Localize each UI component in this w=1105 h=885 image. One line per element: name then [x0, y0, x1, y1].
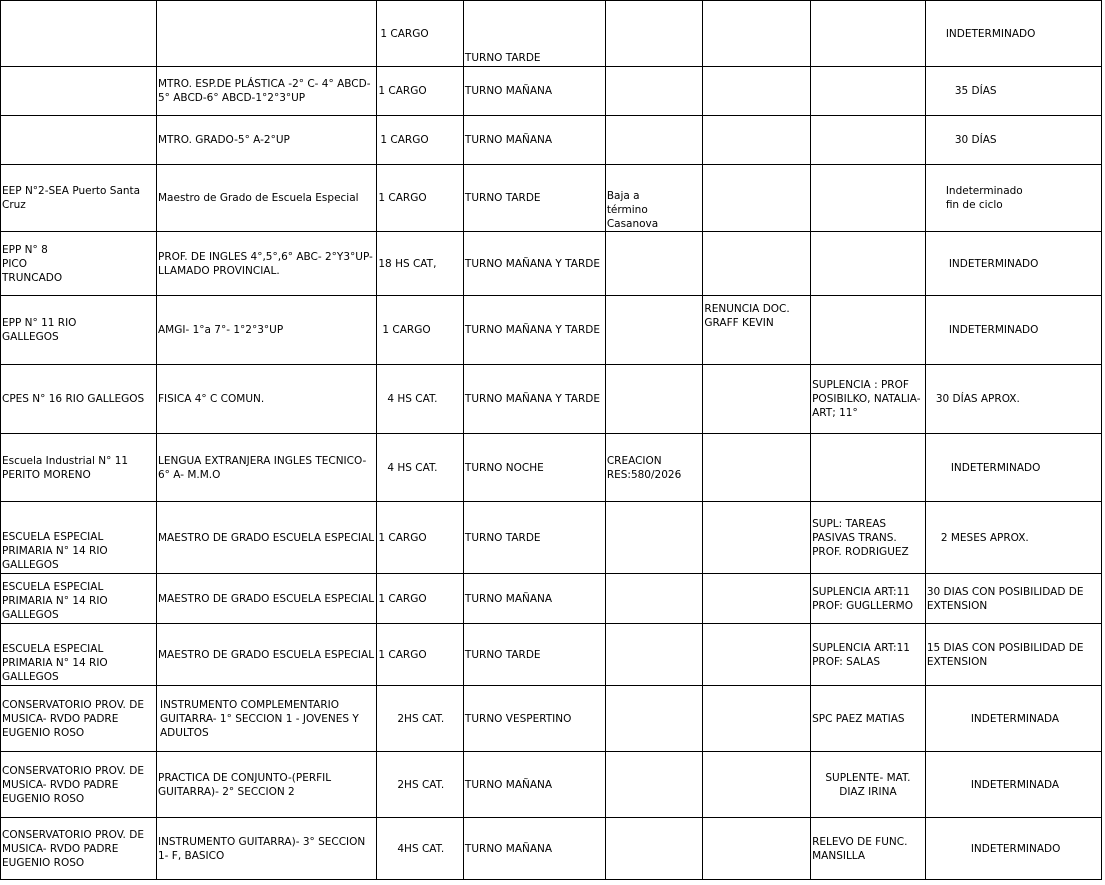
substitution-cell — [811, 67, 926, 116]
turn-cell: TURNO MAÑANA Y TARDE — [463, 296, 605, 365]
position-cell: MTRO. GRADO-5° A-2°UP — [156, 116, 376, 165]
duration-cell: INDETERMINADO — [925, 1, 1101, 67]
duration-cell: 30 DIAS CON POSIBILIDAD DE EXTENSION — [925, 574, 1101, 624]
resignation-cell — [703, 818, 811, 880]
duration-cell: INDETERMINADO — [925, 818, 1101, 880]
table-row — [1, 165, 1102, 232]
turn-cell: TURNO VESPERTINO — [463, 686, 605, 752]
resignation-cell — [703, 67, 811, 116]
position-cell: FISICA 4° C COMUN. — [156, 365, 376, 434]
turn-cell: TURNO MAÑANA Y TARDE — [463, 232, 605, 296]
charge-cell: 2HS CAT. — [377, 686, 464, 752]
charge-cell: 1 CARGO — [377, 1, 464, 67]
charge-cell: 1 CARGO — [377, 296, 464, 365]
school-cell: CPES N° 16 RIO GALLEGOS — [1, 365, 157, 434]
note-cell — [605, 232, 703, 296]
school-cell: CONSERVATORIO PROV. DE MUSICA- RVDO PADRE EUGENIO ROSO — [1, 752, 157, 818]
substitution-cell — [811, 296, 926, 365]
table-row — [1, 296, 1102, 365]
table-row — [1, 116, 1102, 165]
duration-cell: 30 DÍAS — [925, 116, 1101, 165]
school-cell: ESCUELA ESPECIAL PRIMARIA N° 14 RIO GALLEGOS — [1, 574, 157, 624]
turn-cell: TURNO MAÑANA — [463, 116, 605, 165]
turn-cell: TURNO TARDE — [463, 502, 605, 574]
table-row — [1, 818, 1102, 880]
charge-cell: 4HS CAT. — [377, 818, 464, 880]
school-cell: EPP N° 11 RIO GALLEGOS — [1, 296, 157, 365]
substitution-cell — [811, 165, 926, 232]
position-cell: PRACTICA DE CONJUNTO-(PERFIL GUITARRA)- 2° SECCION 2 — [156, 752, 376, 818]
duration-cell: INDETERMINADO — [925, 232, 1101, 296]
position-cell — [156, 1, 376, 67]
position-cell: PROF. DE INGLES 4°,5°,6° ABC- 2°Y3°UP- LLAMADO PROVINCIAL. — [156, 232, 376, 296]
resignation-cell — [703, 1, 811, 67]
position-cell: MTRO. ESP.DE PLÁSTICA -2° C- 4° ABCD-5° ABCD-6° ABCD-1°2°3°UP — [156, 67, 376, 116]
school-cell: EEP N°2-SEA Puerto Santa Cruz — [1, 165, 157, 232]
charge-cell: 1 CARGO — [377, 624, 464, 686]
substitution-cell: RELEVO DE FUNC. MANSILLA — [811, 818, 926, 880]
turn-cell: TURNO MAÑANA Y TARDE — [463, 365, 605, 434]
resignation-cell — [703, 365, 811, 434]
charge-cell: 1 CARGO — [377, 165, 464, 232]
resignation-cell — [703, 574, 811, 624]
duration-cell: Indeterminado fin de ciclo — [925, 165, 1101, 232]
resignation-cell: RENUNCIA DOC. GRAFF KEVIN — [703, 296, 811, 365]
school-cell — [1, 116, 157, 165]
turn-cell: TURNO MAÑANA — [463, 67, 605, 116]
resignation-cell — [703, 434, 811, 502]
school-cell: CONSERVATORIO PROV. DE MUSICA- RVDO PADRE EUGENIO ROSO — [1, 686, 157, 752]
note-cell — [605, 752, 703, 818]
duration-cell: 15 DIAS CON POSIBILIDAD DE EXTENSION — [925, 624, 1101, 686]
resignation-cell — [703, 624, 811, 686]
turn-cell: TURNO MAÑANA — [463, 752, 605, 818]
position-cell: AMGI- 1°a 7°- 1°2°3°UP — [156, 296, 376, 365]
note-cell — [605, 624, 703, 686]
school-cell: Escuela Industrial N° 11 PERITO MORENO — [1, 434, 157, 502]
substitution-cell: SPC PAEZ MATIAS — [811, 686, 926, 752]
charge-cell: 1 CARGO — [377, 116, 464, 165]
note-cell — [605, 1, 703, 67]
position-cell: MAESTRO DE GRADO ESCUELA ESPECIAL — [156, 502, 376, 574]
table-row — [1, 624, 1102, 686]
turn-cell: TURNO TARDE — [463, 624, 605, 686]
turn-cell: TURNO MAÑANA — [463, 574, 605, 624]
substitution-cell — [811, 1, 926, 67]
charge-cell: 18 HS CAT, — [377, 232, 464, 296]
note-cell: CREACION RES:580/2026 — [605, 434, 703, 502]
position-cell: INSTRUMENTO COMPLEMENTARIO GUITARRA- 1° SECCION 1 - JOVENES Y ADULTOS — [156, 686, 376, 752]
resignation-cell — [703, 752, 811, 818]
resignation-cell — [703, 232, 811, 296]
substitution-cell: SUPLENCIA : PROF POSIBILKO, NATALIA- ART; 11° — [811, 365, 926, 434]
charge-cell: 4 HS CAT. — [377, 365, 464, 434]
note-cell — [605, 296, 703, 365]
turn-cell: TURNO TARDE — [463, 1, 605, 67]
table-row — [1, 365, 1102, 434]
substitution-cell — [811, 434, 926, 502]
substitution-cell — [811, 232, 926, 296]
duration-cell: 30 DÍAS APROX. — [925, 365, 1101, 434]
duration-cell: 2 MESES APROX. — [925, 502, 1101, 574]
charge-cell: 1 CARGO — [377, 502, 464, 574]
resignation-cell — [703, 686, 811, 752]
school-cell: CONSERVATORIO PROV. DE MUSICA- RVDO PADRE EUGENIO ROSO — [1, 818, 157, 880]
note-cell — [605, 818, 703, 880]
turn-cell: TURNO MAÑANA — [463, 818, 605, 880]
substitution-cell: SUPLENCIA ART:11 PROF: GUGLLERMO — [811, 574, 926, 624]
table-row — [1, 232, 1102, 296]
position-cell: MAESTRO DE GRADO ESCUELA ESPECIAL — [156, 624, 376, 686]
duration-cell: INDETERMINADA — [925, 752, 1101, 818]
note-cell — [605, 116, 703, 165]
table-row — [1, 502, 1102, 574]
resignation-cell — [703, 502, 811, 574]
substitution-cell — [811, 116, 926, 165]
note-cell — [605, 502, 703, 574]
table-row — [1, 434, 1102, 502]
position-cell: INSTRUMENTO GUITARRA)- 3° SECCION 1- F, BASICO — [156, 818, 376, 880]
resignation-cell — [703, 116, 811, 165]
table-row — [1, 574, 1102, 624]
substitution-cell: SUPL: TAREAS PASIVAS TRANS. PROF. RODRIGUEZ — [811, 502, 926, 574]
charge-cell: 1 CARGO — [377, 574, 464, 624]
resignation-cell — [703, 165, 811, 232]
note-cell — [605, 67, 703, 116]
school-cell — [1, 1, 157, 67]
duration-cell: INDETERMINADO — [925, 434, 1101, 502]
charge-cell: 4 HS CAT. — [377, 434, 464, 502]
position-cell: Maestro de Grado de Escuela Especial — [156, 165, 376, 232]
charge-cell: 2HS CAT. — [377, 752, 464, 818]
charge-cell: 1 CARGO — [377, 67, 464, 116]
note-cell: Baja a término Casanova — [605, 165, 703, 232]
substitution-cell: SUPLENTE- MAT. DIAZ IRINA — [811, 752, 926, 818]
table-row — [1, 67, 1102, 116]
school-cell: ESCUELA ESPECIAL PRIMARIA N° 14 RIO GALLEGOS — [1, 624, 157, 686]
school-cell — [1, 67, 157, 116]
note-cell — [605, 574, 703, 624]
table-row — [1, 686, 1102, 752]
turn-cell: TURNO NOCHE — [463, 434, 605, 502]
substitution-cell: SUPLENCIA ART:11 PROF: SALAS — [811, 624, 926, 686]
position-cell: MAESTRO DE GRADO ESCUELA ESPECIAL — [156, 574, 376, 624]
turn-cell: TURNO TARDE — [463, 165, 605, 232]
note-cell — [605, 686, 703, 752]
position-cell: LENGUA EXTRANJERA INGLES TECNICO- 6° A- M.M.O — [156, 434, 376, 502]
duration-cell: INDETERMINADO — [925, 296, 1101, 365]
note-cell — [605, 365, 703, 434]
school-cell: ESCUELA ESPECIAL PRIMARIA N° 14 RIO GALLEGOS — [1, 502, 157, 574]
duration-cell: INDETERMINADA — [925, 686, 1101, 752]
school-cell: EPP N° 8 PICO TRUNCADO — [1, 232, 157, 296]
duration-cell: 35 DÍAS — [925, 67, 1101, 116]
table-row — [1, 1, 1102, 67]
table-row — [1, 752, 1102, 818]
